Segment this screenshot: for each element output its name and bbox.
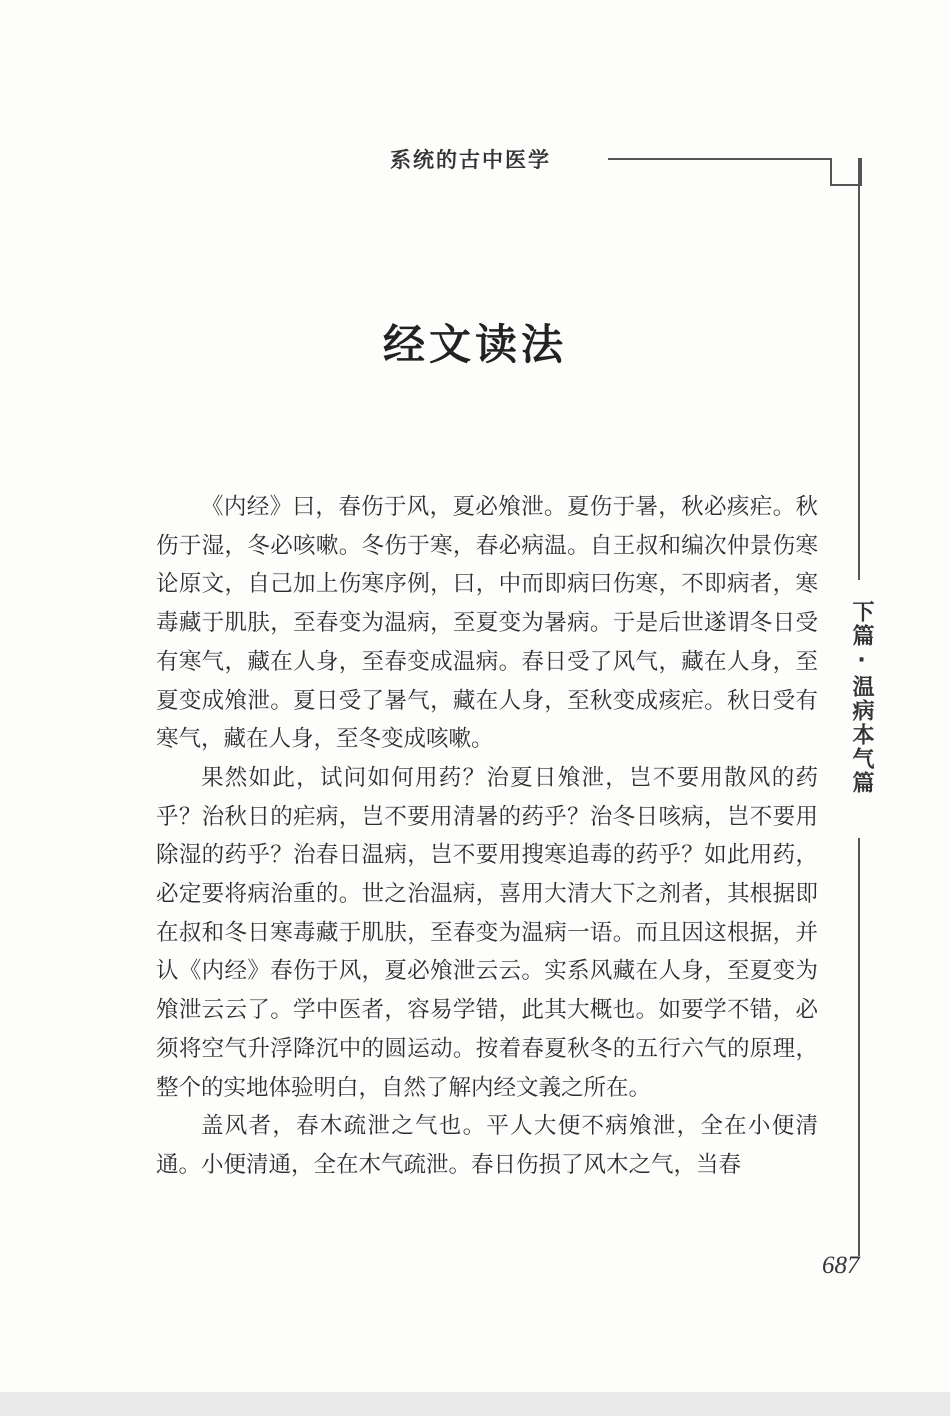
chapter-title: 经文读法 <box>382 320 567 369</box>
header-rule <box>608 158 860 160</box>
paragraph-2: 果然如此，试问如何用药？治夏日飧泄，岂不要用散风的药乎？治秋日的疟病，岂不要用清暑的药乎？治冬日咳病，岂不要用除湿的药乎？治春日温病，岂不要用搜寒追毒的药乎？如此用药，必定要将病治重的。世之治温病，喜用大清大下之剂者，其根据即在叔和冬日寒毒藏于肌肤，至春变为温病一语。而且因这根据，并认《内经》春伤于风，夏必飧泄云云。实系风藏在人身，至夏变为飧泄云云了。学中医者，容易学错，此其大概也。如要学不错，必须将空气升浮降沉中的圆运动。按着春夏秋冬的五行六气的原理，整个的实地体验明白，自然了解内经文義之所在。 <box>156 764 818 1101</box>
body-text <box>156 488 818 1185</box>
scan-bottom-strip <box>0 1392 950 1416</box>
running-header-title: 系统的古中医学 <box>390 148 551 172</box>
page-number: 687 <box>822 1252 860 1279</box>
margin-rule-bottom <box>858 838 860 1256</box>
section-side-label: 下篇·温病本气篇 <box>849 600 874 795</box>
paragraph-3: 盖风者，春木疏泄之气也。平人大便不病飧泄，全在小便清通。小便清通，全在木气疏泄。春日伤损了风木之气，当春 <box>156 1113 818 1178</box>
paragraph-1: 《内经》曰，春伤于风，夏必飧泄。夏伤于暑，秋必痎疟。秋伤于湿，冬必咳嗽。冬伤于寒，春必病温。自王叔和编次仲景伤寒论原文，自己加上伤寒序例，曰，中而即病曰伤寒，不即病者，寒毒藏于肌肤，至春变为温病，至夏变为暑病。于是后世遂谓冬日受有寒气，藏在人身，至春变成温病。春日受了风气，藏在人身，至夏变成飧泄。夏日受了暑气，藏在人身，至秋变成痎疟。秋日受有寒气，藏在人身，至冬变成咳嗽。 <box>156 494 818 753</box>
